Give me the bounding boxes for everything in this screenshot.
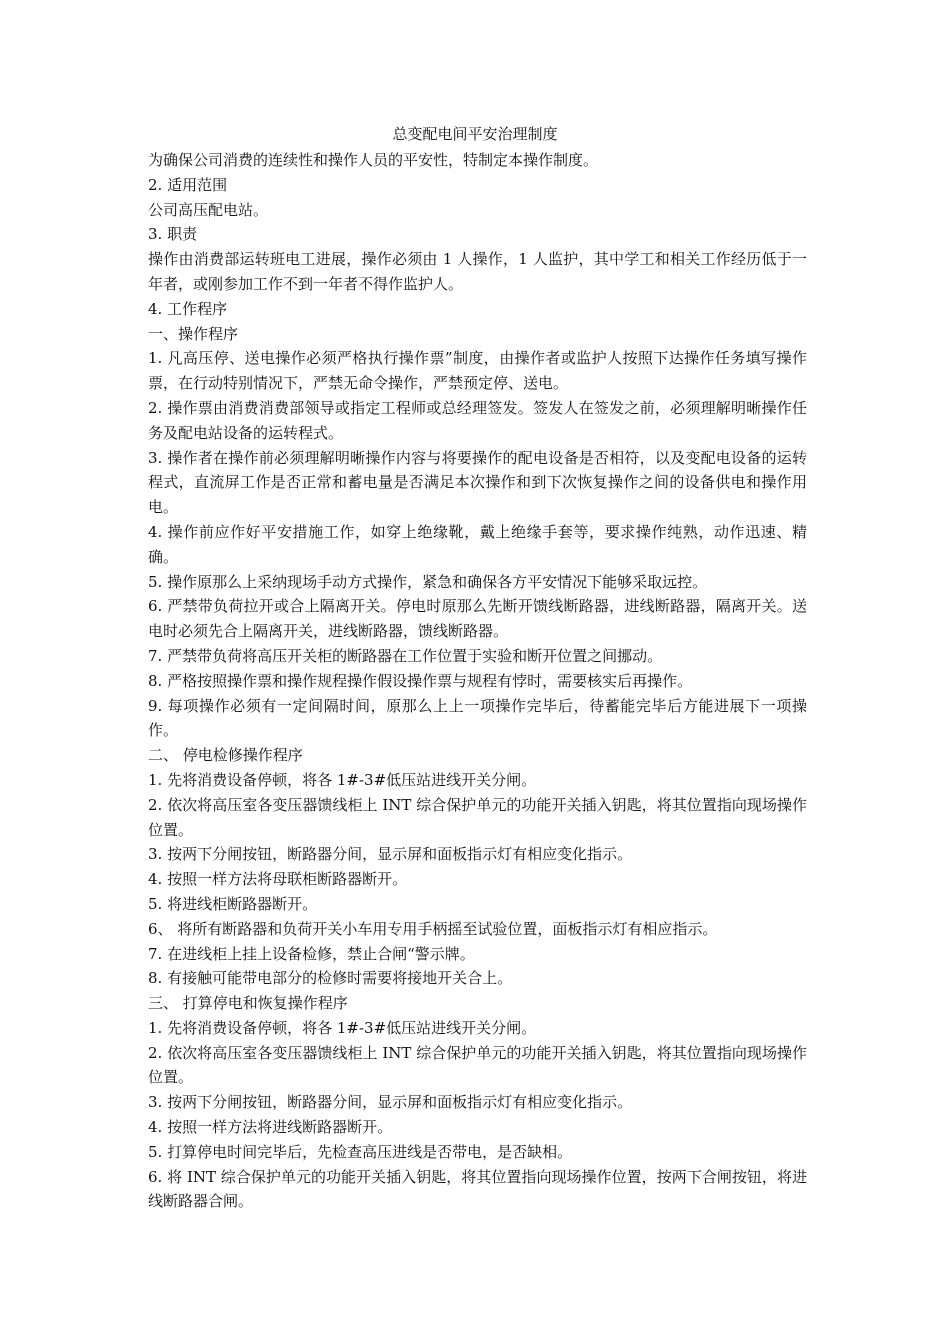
list-item: 5. 打算停电时间完毕后，先检查高压进线是否带电，是否缺相。 (148, 1142, 573, 1161)
list-item: 6. 将 INT 综合保护单元的功能开关插入钥匙，将其位置指向现场操作位置，按两下合闸按钮，将进线断路器合闸。 (148, 1167, 807, 1211)
list-item: 2. 操作票由消费消费部领导或指定工程师或总经理签发。签发人在签发之前，必须理解明晰操作任务及配电站设备的运转程式。 (148, 398, 807, 442)
list-item: 4. 按照一样方法将进线断路器断开。 (148, 1118, 393, 1137)
paragraph-scope: 公司高压配电站。 (148, 200, 269, 219)
heading-duties: 3. 职责 (148, 225, 198, 244)
list-item: 8. 有接触可能带电部分的检修时需要将接地开关合上。 (148, 969, 513, 988)
list-item: 1. 先将消费设备停顿，将各 1#-3#低压站进线开关分闸。 (148, 770, 537, 789)
list-item: 2. 依次将高压室各变压器馈线柜上 INT 综合保护单元的功能开关插入钥匙，将其位置指向现场操作位置。 (148, 795, 807, 839)
paragraph-intro: 为确保公司消费的连续性和操作人员的平安性，特制定本操作制度。 (148, 151, 599, 169)
section-heading-planned-outage: 三、 打算停电和恢复操作程序 (148, 994, 348, 1013)
list-item: 2. 依次将高压室各变压器馈线柜上 INT 综合保护单元的功能开关插入钥匙，将其位置指向现场操作位置。 (148, 1043, 807, 1087)
list-item: 4. 按照一样方法将母联柜断路器断开。 (148, 870, 408, 889)
list-item: 6、 将所有断路器和负荷开关小车用专用手柄摇至试验位置，面板指示灯有相应指示。 (148, 919, 718, 938)
list-item: 4. 操作前应作好平安措施工作，如穿上绝缘靴，戴上绝缘手套等，要求操作纯熟，动作迅速、精确。 (148, 522, 807, 566)
heading-scope: 2. 适用范围 (148, 175, 228, 194)
list-item: 5. 将进线柜断路器断开。 (148, 894, 318, 913)
list-item: 7. 在进线柜上挂上设备检修，禁止合闸“警示牌。 (148, 944, 475, 963)
section-heading-operation: 一、操作程序 (148, 324, 239, 343)
list-item: 1. 先将消费设备停顿，将各 1#-3#低压站进线开关分闸。 (148, 1018, 537, 1037)
list-item: 7. 严禁带负荷将高压开关柜的断路器在工作位置于实验和断开位置之间挪动。 (148, 646, 663, 665)
list-item: 3. 操作者在操作前必须理解明晰操作内容与将要操作的配电设备是否相符，以及变配电设备的运转程式，直流屏工作是否正常和蓄电量是否满足本次操作和到下次恢复操作之间的设备供电和操作用电。 (148, 448, 807, 517)
list-item: 1. 凡高压停、送电操作必须严格执行操作票”制度，由操作者或监护人按照下达操作任务填写操作票，在行动特别情况下，严禁无命令操作，严禁预定停、送电。 (148, 349, 807, 393)
document-body (143, 148, 807, 1214)
list-item: 8. 严格按照操作票和操作规程操作假设操作票与规程有悖时，需要核实后再操作。 (148, 671, 693, 690)
list-item: 5. 操作原那么上采纳现场手动方式操作，紧急和确保各方平安情况下能够采取远控。 (148, 572, 708, 591)
heading-procedure: 4. 工作程序 (148, 299, 228, 318)
list-item: 3. 按两下分闸按钮，断路器分间，显示屏和面板指示灯有相应变化指示。 (148, 1093, 633, 1112)
list-item: 9. 每项操作必须有一定间隔时间，原那么上上一项操作完毕后，待蓄能完毕后方能进展下一项操作。 (148, 696, 807, 740)
list-item: 3. 按两下分闸按钮，断路器分间，显示屏和面板指示灯有相应变化指示。 (148, 845, 633, 864)
paragraph-duties: 操作由消费部运转班电工进展，操作必须由 1 人操作，1 人监护，其中学工和相关工作经历低于一年者，或刚参加工作不到一年者不得作监护人。 (148, 250, 807, 293)
section-heading-maintenance: 二、 停电检修操作程序 (148, 746, 303, 765)
document-title: 总变配电间平安治理制度 (392, 125, 558, 143)
list-item: 6. 严禁带负荷拉开或合上隔离开关。停电时原那么先断开馈线断路器，进线断路器，隔离开关。送电时必须先合上隔离开关，进线断路器，馈线断路器。 (148, 597, 807, 641)
